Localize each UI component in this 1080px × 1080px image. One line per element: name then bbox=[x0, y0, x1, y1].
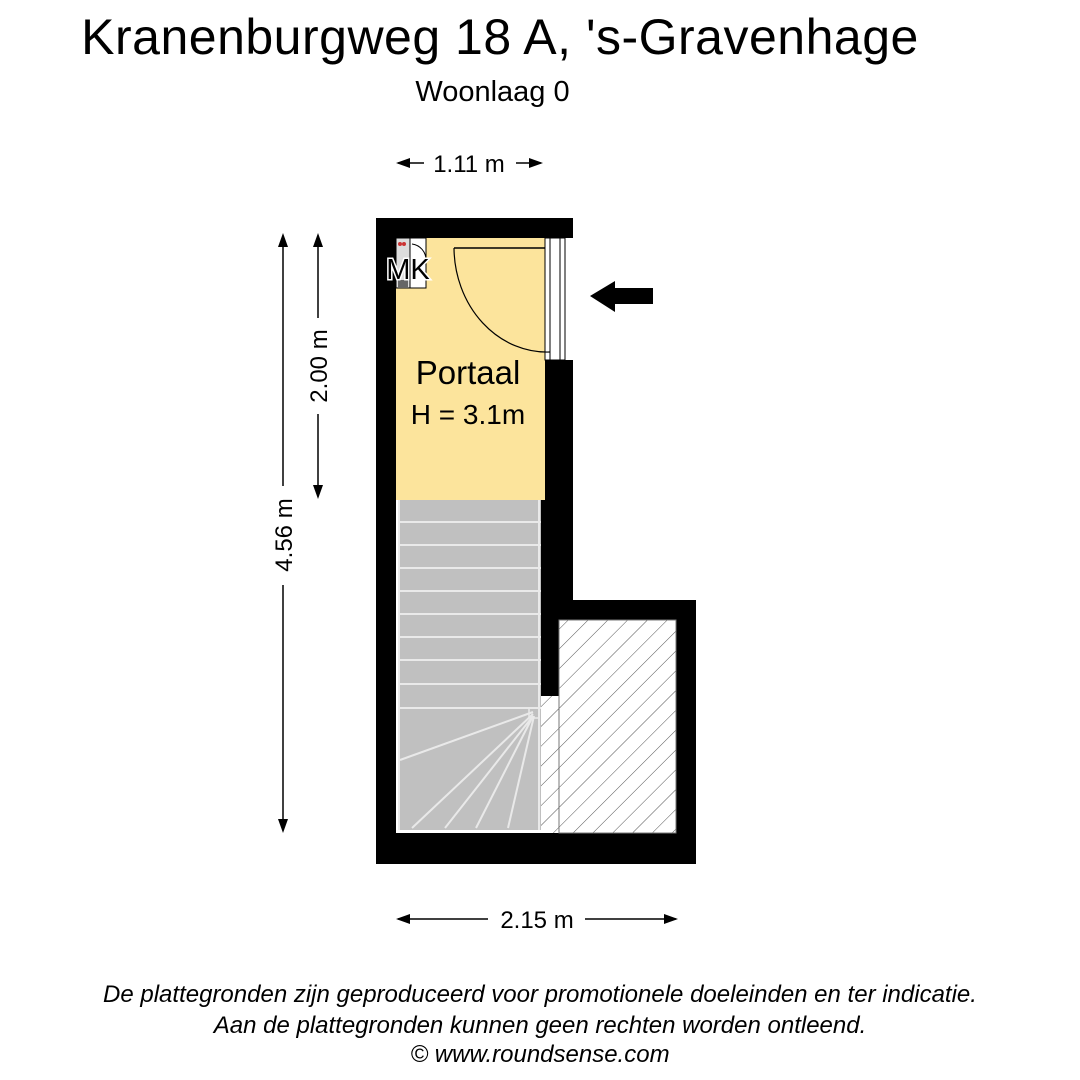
dimension-top-label: 1.11 m bbox=[433, 151, 505, 178]
dimension-left-total-label: 4.56 m bbox=[271, 498, 298, 572]
disclaimer-line-1: De plattegronden zijn geproduceerd voor promotionele doeleinden en ter indicatie. bbox=[103, 981, 977, 1008]
plan-title: Kranenburgweg 18 A, 's-Gravenhage bbox=[81, 9, 919, 65]
entrance-arrow-icon bbox=[590, 281, 653, 312]
room-name: Portaal bbox=[415, 354, 521, 391]
dimension-left-room-label: 2.00 m bbox=[306, 329, 333, 403]
room-height: H = 3.1m bbox=[410, 399, 526, 430]
hatched-void-lower bbox=[541, 696, 559, 833]
dimension-bottom-label: 2.15 m bbox=[500, 907, 574, 934]
staircase bbox=[398, 500, 541, 830]
disclaimer-line-2: Aan de plattegronden kunnen geen rechten worden ontleend. bbox=[213, 1012, 867, 1039]
meter-cabinet-label: MK bbox=[386, 254, 430, 286]
floor-label: Woonlaag 0 bbox=[415, 76, 570, 108]
copyright-link[interactable]: © www.roundsense.com bbox=[410, 1041, 670, 1068]
entrance-frame bbox=[545, 238, 565, 360]
hatched-void bbox=[559, 620, 676, 833]
